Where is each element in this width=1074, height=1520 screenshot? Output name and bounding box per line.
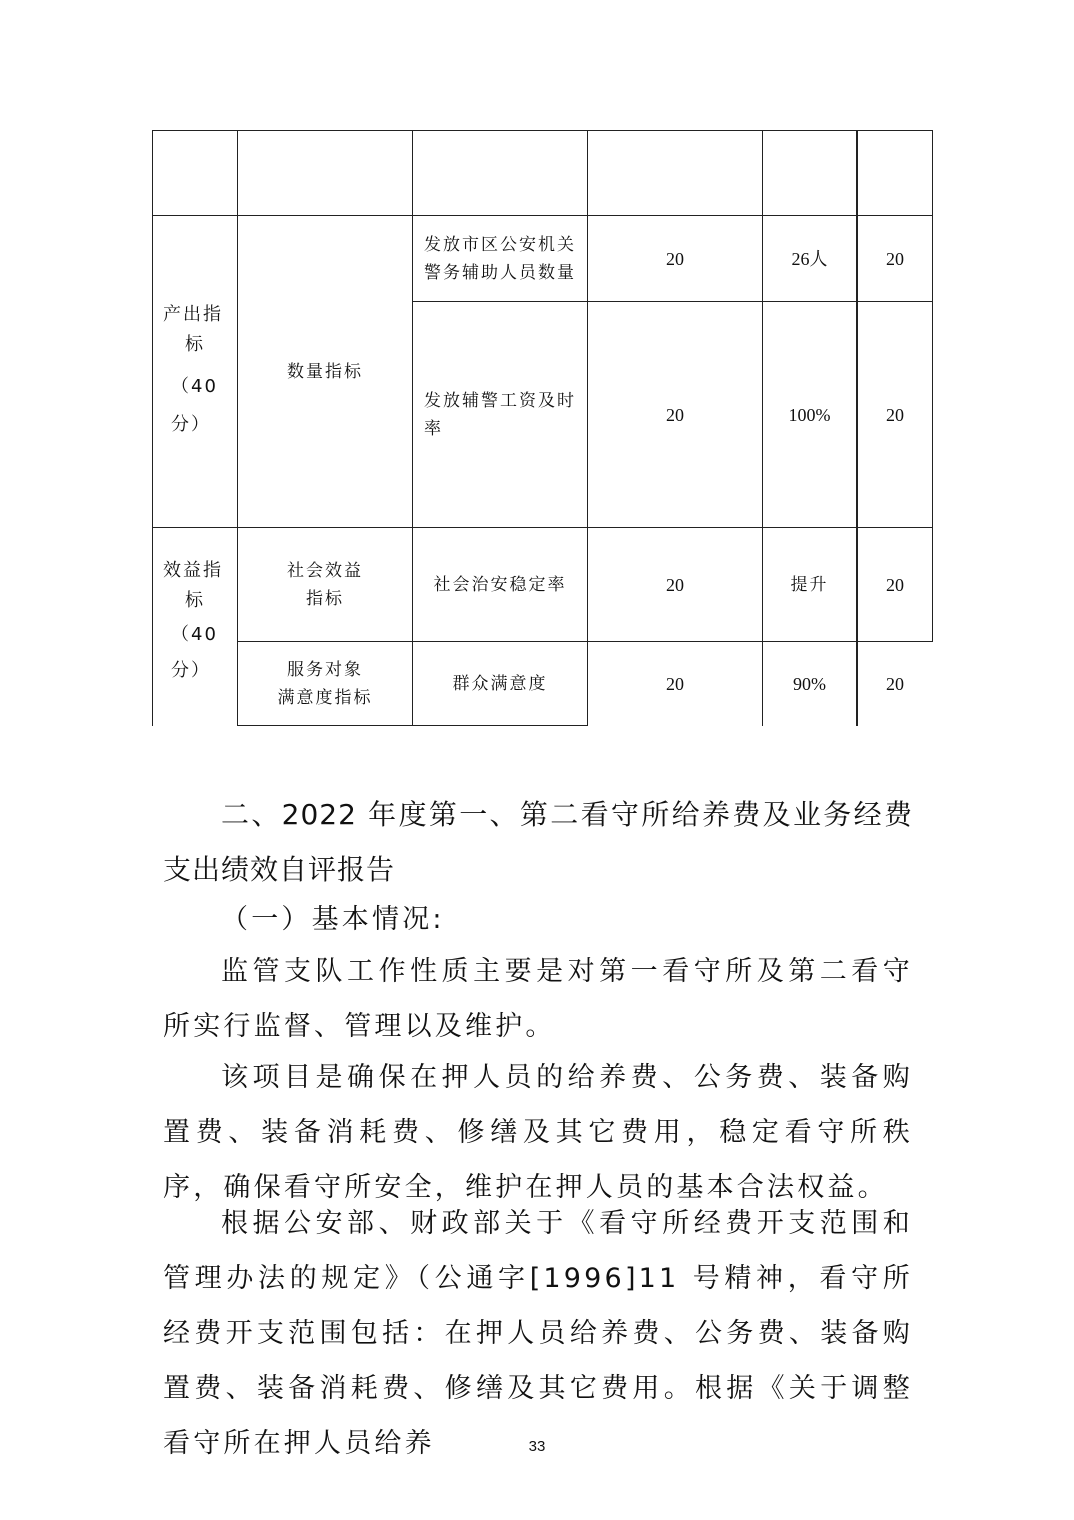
score-cell: 20 (666, 248, 684, 269)
indicator-cell: 社会治安稳定率 (433, 574, 567, 595)
table-line (932, 130, 933, 642)
page-number: 33 (528, 1438, 546, 1455)
section-heading: 二、2022 年度第一、第二看守所给养费及业务经费支出绩效自评报告 (163, 798, 913, 886)
indicator-cell: 发放市区公安机关 警务辅助人员数量 (424, 234, 576, 283)
result-cell: 20 (886, 574, 904, 595)
table-line (152, 130, 153, 726)
result-cell: 20 (886, 404, 904, 425)
actual-cell: 26人 (791, 248, 828, 269)
actual-cell: 90% (793, 673, 826, 694)
subsection-heading: （一）基本情况: (221, 904, 445, 935)
quantity-indicator-label: 数量指标 (287, 361, 363, 382)
sub-indicator-cell: 服务对象 满意度指标 (277, 659, 373, 708)
actual-cell: 100% (788, 404, 831, 425)
score-cell: 20 (666, 673, 684, 694)
indicator-cell: 发放辅警工资及时 率 (424, 390, 576, 439)
table-line (152, 130, 933, 131)
body-paragraph: 监管支队工作性质主要是对第一看守所及第二看守所实行监督、管理以及维护。 (163, 956, 913, 1042)
body-paragraph: 根据公安部、财政部关于《看守所经费开支范围和管理办法的规定》（公通字[1996]11 号精神，看守所经费开支范围包括：在押人员给养费、公务费、装备购置费、装备消耗费、修缮及其它费用。根据《关于调整看守所在押人员给养 (163, 1208, 913, 1459)
score-cell: 20 (666, 404, 684, 425)
output-category-label: 产出指 标 （40 分） (163, 304, 223, 435)
result-cell: 20 (886, 673, 904, 694)
actual-cell: 提升 (790, 574, 829, 595)
benefit-category-label: 效益指 标 （40 分） (163, 560, 223, 681)
result-cell: 20 (886, 248, 904, 269)
sub-indicator-cell: 社会效益 指标 (287, 560, 363, 609)
indicator-cell: 群众满意度 (452, 673, 548, 694)
score-cell: 20 (666, 574, 684, 595)
body-paragraph: 该项目是确保在押人员的给养费、公务费、装备购置费、装备消耗费、修缮及其它费用，稳定看守所秩序，确保看守所安全，维护在押人员的基本合法权益。 (163, 1062, 913, 1203)
